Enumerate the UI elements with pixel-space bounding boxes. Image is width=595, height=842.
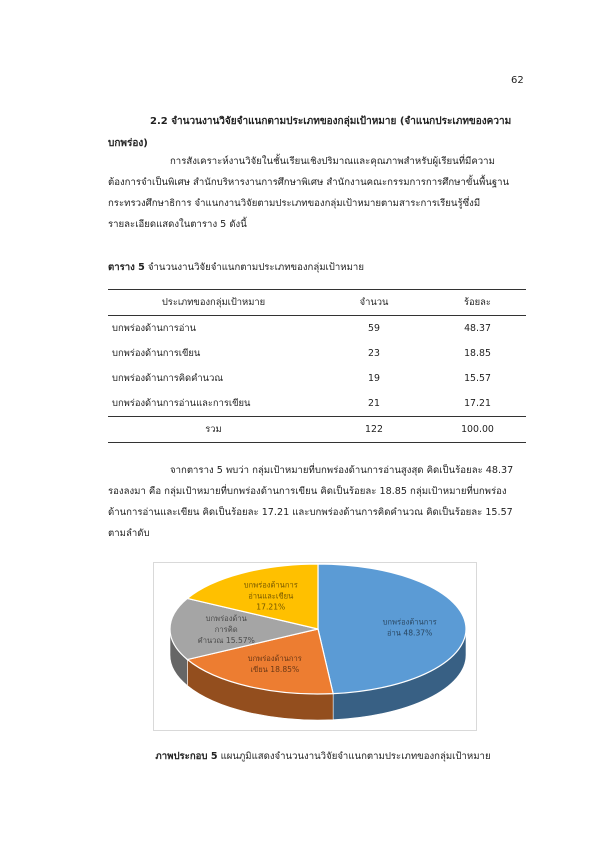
table-row <box>108 391 526 417</box>
summary-line4: ตามลำดับ <box>108 528 150 539</box>
figure-caption-text: แผนภูมิแสดงจำนวนงานวิจัยจำแนกตามประเภทของกลุ่มเป้าหมาย <box>220 751 491 762</box>
row-percent: 48.37 <box>464 323 491 334</box>
row-type: บกพร่องด้านการอ่าน <box>112 323 197 334</box>
section-heading <box>108 111 528 155</box>
figure-caption-label: ภาพประกอบ 5 <box>155 751 218 762</box>
intro-line2: ต้องการจำเป็นพิเศษ สำนักบริหารงานการศึกษาพิเศษ สำนักงานคณะกรรมการการศึกษาขั้นพื้นฐาน <box>108 177 510 188</box>
intro-line3: กระทรวงศึกษาธิการ จำแนกงานวิจัยตามประเภทของกลุ่มเป้าหมายตามสาระการเรียนรู้ซึ่งมี <box>108 198 481 209</box>
summary-line2: รองลงมา คือ กลุ่มเป้าหมายที่บกพร่องด้านการเขียน คิดเป็นร้อยละ 18.85 กลุ่มเป้าหมายที่บกพร่อง <box>108 486 507 497</box>
total-label: รวม <box>108 417 319 443</box>
total-count: 122 <box>319 417 429 443</box>
table-caption-text: จำนวนงานวิจัยจำแนกตามประเภทของกลุ่มเป้าหมาย <box>147 262 364 273</box>
intro-line4: รายละเอียดแสดงในตาราง 5 ดังนี้ <box>108 219 247 230</box>
pie-data-label: บกพร่องด้านการคิดคำนวณ 15.57% <box>197 613 255 645</box>
intro-line1: การสังเคราะห์งานวิจัยในชั้นเรียนเชิงปริมาณและคุณภาพสำหรับผู้เรียนที่มีความ <box>170 156 495 167</box>
row-type: บกพร่องด้านการคิดคำนวณ <box>112 373 224 384</box>
pie-data-label: บกพร่องด้านการเขียน 18.85% <box>247 653 302 674</box>
header-count: จำนวน <box>319 290 429 316</box>
table-row <box>108 341 526 366</box>
table-row <box>108 316 526 342</box>
pie-data-label: บกพร่องด้านการอ่านและเขียน 17.21% <box>243 580 298 612</box>
total-percent: 100.00 <box>429 417 526 443</box>
table-caption-label: ตาราง 5 <box>108 262 145 273</box>
pie-data-label: บกพร่องด้านการอ่าน 48.37% <box>382 617 437 638</box>
row-type: บกพร่องด้านการอ่านและการเขียน <box>112 398 251 409</box>
row-type: บกพร่องด้านการเขียน <box>112 348 201 359</box>
table-caption <box>108 260 364 275</box>
row-percent: 18.85 <box>464 348 491 359</box>
row-percent: 17.21 <box>464 398 491 409</box>
pie-chart <box>154 563 476 730</box>
header-percent: ร้อยละ <box>429 290 526 316</box>
row-count: 59 <box>368 323 380 334</box>
pie-chart-frame <box>153 562 477 731</box>
table-total-row <box>108 417 526 443</box>
row-count: 21 <box>368 398 380 409</box>
figure-caption <box>108 749 538 764</box>
research-table <box>108 289 526 443</box>
row-count: 19 <box>368 373 380 384</box>
header-type: ประเภทของกลุ่มเป้าหมาย <box>108 290 319 316</box>
summary-line1: จากตาราง 5 พบว่า กลุ่มเป้าหมายที่บกพร่องด้านการอ่านสูงสุด คิดเป็นร้อยละ 48.37 <box>170 465 514 476</box>
row-count: 23 <box>368 348 380 359</box>
intro-paragraph <box>108 151 522 235</box>
table-header-row <box>108 290 526 316</box>
page-number: 62 <box>511 75 524 86</box>
row-percent: 15.57 <box>464 373 491 384</box>
summary-line3: ด้านการอ่านและเขียน คิดเป็นร้อยละ 17.21 และบกพร่องด้านการคิดคำนวณ คิดเป็นร้อยละ 15.57 <box>108 507 513 518</box>
section-heading-line1: 2.2 จำนวนงานวิจัยจำแนกตามประเภทของกลุ่มเป้าหมาย (จำแนกประเภทของความ <box>150 116 512 127</box>
section-heading-line2: บกพร่อง) <box>108 138 148 149</box>
summary-paragraph <box>108 460 522 544</box>
table-row <box>108 366 526 391</box>
